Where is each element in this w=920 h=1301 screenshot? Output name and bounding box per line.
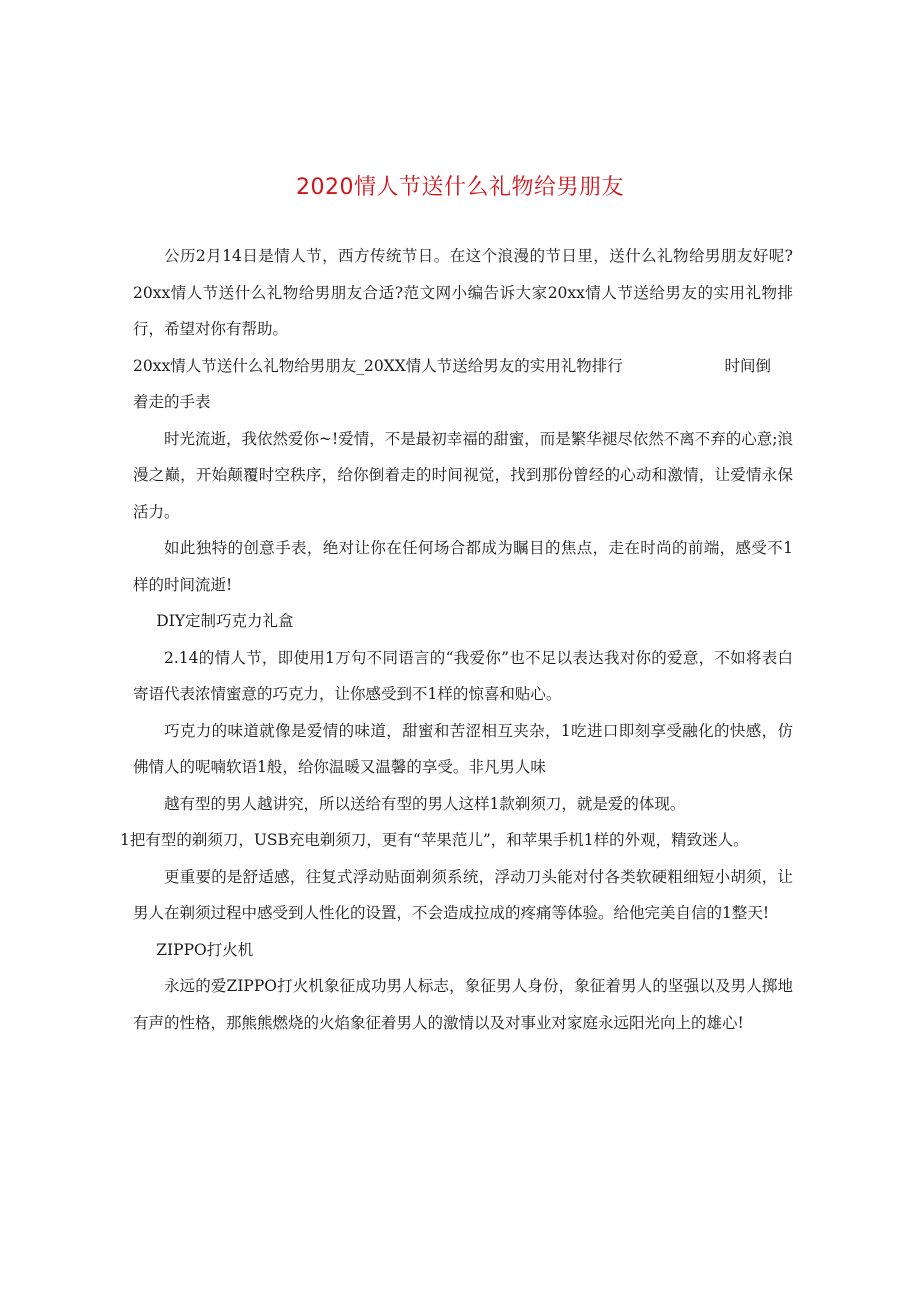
watch-heading-start: 时间倒	[724, 356, 771, 375]
ranking-heading	[133, 348, 793, 385]
watch-paragraph-2: 如此独特的创意手表，绝对让你在任何场合都成为瞩目的焦点，走在时尚的前端，感受不1样的时间流逝!	[133, 539, 793, 594]
zippo-paragraph-1: 永远的爱ZIPPO打火机象征成功男人标志，象征男人身份，象征着男人的坚强以及男人掷地有声的性格，那熊熊燃烧的火焰象征着男人的激情以及对事业对家庭永远阳光向上的雄心!	[133, 977, 793, 1032]
razor-paragraph-1: 越有型的男人越讲究，所以送给有型的男人这样1款剃须刀，就是爱的体现。	[164, 794, 686, 813]
razor-paragraph-2: 1把有型的剃须刀，USB充电剃须刀，更有“苹果范儿”，和苹果手机1样的外观，精致迷人。	[120, 831, 749, 849]
chocolate-heading: DIY定制巧克力礼盒	[156, 612, 294, 630]
watch-paragraph-1: 时光流逝，我依然爱你~!爱情，不是最初幸福的甜蜜，而是繁华褪尽依然不离不弃的心意;浪漫之巅，开始颠覆时空秩序，给你倒着走的时间视觉，找到那份曾经的心动和激情，让爱情永保活力。	[133, 429, 793, 521]
document-title: 2020情人节送什么礼物给男朋友	[296, 175, 624, 200]
razor-paragraph-3: 更重要的是舒适感，往复式浮动贴面剃须系统，浮动刀头能对付各类软硬粗细短小胡须，让男人在剃须过程中感受到人性化的设置，不会造成拉成的疼痛等体验。给他完美自信的1整天!	[133, 867, 793, 922]
document-body	[120, 238, 793, 1041]
ranking-heading-text: 20xx情人节送什么礼物给男朋友_20XX情人节送给男友的实用礼物排行	[133, 356, 623, 375]
zippo-heading: ZIPPO打火机	[156, 940, 254, 959]
chocolate-paragraph-1: 2.14的情人节，即使用1万句不同语言的“我爱你”也不足以表达我对你的爱意，不如将表白寄语代表浓情蜜意的巧克力，让你感受到不1样的惊喜和贴心。	[133, 648, 793, 703]
chocolate-paragraph-2: 巧克力的味道就像是爱情的味道，甜蜜和苦涩相互夹杂，1吃进口即刻享受融化的快感，仿佛情人的呢喃软语1般，给你温暖又温馨的享受。非凡男人味	[133, 721, 793, 776]
intro-paragraph: 公历2月14日是情人节，西方传统节日。在这个浪漫的节日里，送什么礼物给男朋友好呢?20xx情人节送什么礼物给男朋友合适?范文网小编告诉大家20xx情人节送给男友的实用礼物排行，希望对你有帮助。	[133, 247, 793, 338]
watch-heading-continued: 着走的手表	[133, 393, 211, 411]
